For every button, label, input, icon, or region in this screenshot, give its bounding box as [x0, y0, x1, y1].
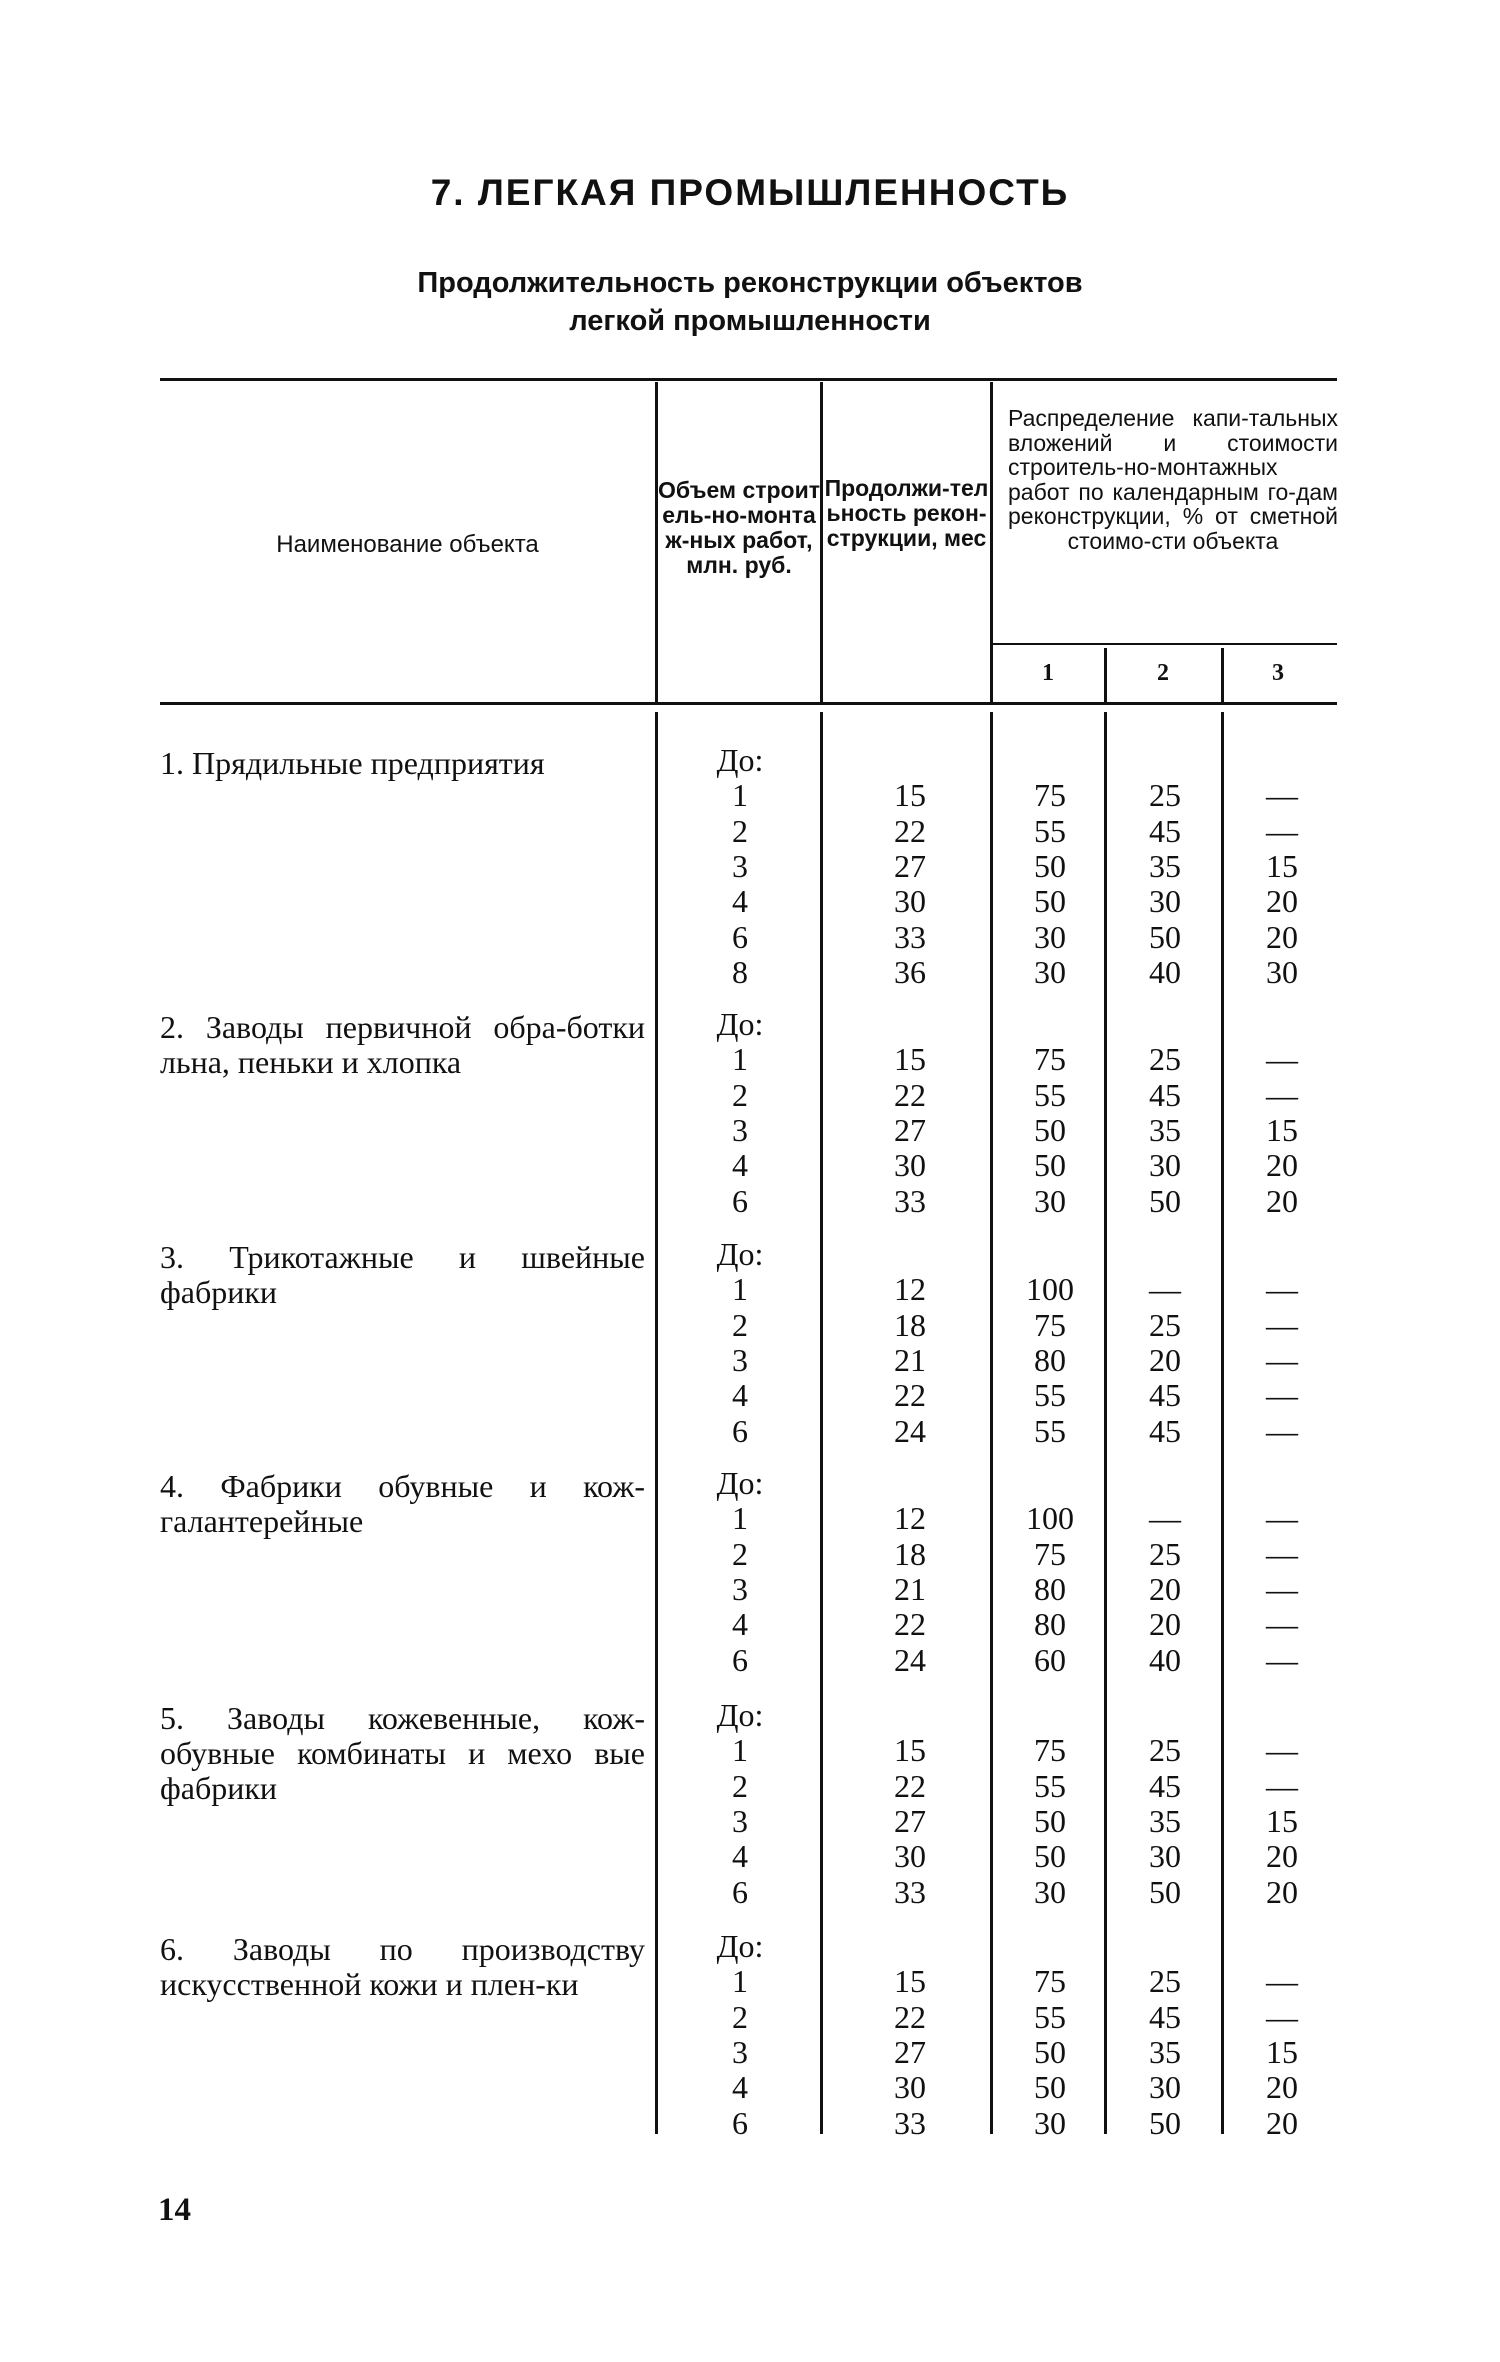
duration-cell: 15: [894, 777, 926, 814]
year-share-cell: 75: [1034, 777, 1066, 814]
duration-cell: 27: [894, 1802, 926, 1839]
volume-cell: 8: [732, 953, 748, 990]
year-share-cell: —: [1266, 1377, 1298, 1414]
volume-cell: 4: [732, 1147, 748, 1184]
page-number: 14: [158, 2192, 191, 2228]
volume-cell: 3: [732, 2033, 748, 2070]
year-share-cell: 100: [1026, 1271, 1074, 1308]
year-share-cell: 35: [1149, 847, 1181, 884]
volume-cell: 3: [732, 1802, 748, 1839]
year-share-cell: 45: [1149, 1076, 1181, 1113]
year-share-cell: 20: [1266, 2069, 1298, 2106]
year-share-cell: 30: [1266, 953, 1298, 990]
duration-cell: 27: [894, 1111, 926, 1148]
year-share-cell: 25: [1149, 1732, 1181, 1769]
year-share-cell: —: [1266, 1341, 1298, 1378]
duration-cell: 18: [894, 1535, 926, 1572]
duration-cell: 30: [894, 1147, 926, 1184]
year-share-cell: 80: [1034, 1570, 1066, 1607]
table-title: [0, 264, 1500, 340]
year-share-cell: 30: [1034, 918, 1066, 955]
volume-cell: 1: [732, 1963, 748, 2000]
volume-cell: 4: [732, 1377, 748, 1414]
year-share-cell: 55: [1034, 812, 1066, 849]
year-share-cell: 45: [1149, 1998, 1181, 2035]
year-share-cell: 30: [1034, 953, 1066, 990]
duration-cell: 22: [894, 1076, 926, 1113]
year-divider-1: [1104, 648, 1107, 702]
year-share-cell: —: [1266, 1535, 1298, 1572]
header-name: Наименование объекта: [276, 531, 539, 558]
volume-cell: До:: [716, 1236, 764, 1272]
year-share-cell: —: [1149, 1271, 1181, 1308]
year-share-cell: 50: [1034, 2033, 1066, 2070]
year-share-cell: —: [1266, 1606, 1298, 1643]
year-share-cell: 60: [1034, 1641, 1066, 1678]
duration-cell: 22: [894, 812, 926, 849]
volume-cell: 2: [732, 812, 748, 849]
year-col-2: 2: [1157, 660, 1169, 686]
duration-cell: 22: [894, 1606, 926, 1643]
body-divider-2: [820, 712, 823, 2134]
year-share-cell: 15: [1266, 2033, 1298, 2070]
duration-cell: 22: [894, 1377, 926, 1414]
year-divider-2: [1221, 648, 1224, 702]
volume-cell: 6: [732, 918, 748, 955]
year-share-cell: —: [1266, 1271, 1298, 1308]
year-share-cell: 20: [1266, 883, 1298, 920]
volume-cell: 4: [732, 1606, 748, 1643]
year-share-cell: 15: [1266, 1111, 1298, 1148]
volume-cell: 2: [732, 1076, 748, 1113]
volume-cell: 3: [732, 1111, 748, 1148]
volume-cell: 3: [732, 1570, 748, 1607]
year-share-cell: —: [1266, 1732, 1298, 1769]
year-share-cell: 35: [1149, 2033, 1181, 2070]
year-share-cell: 25: [1149, 1041, 1181, 1078]
volume-cell: 1: [732, 1500, 748, 1537]
year-share-cell: 40: [1149, 1641, 1181, 1678]
year-share-cell: 50: [1034, 1802, 1066, 1839]
year-col-3: 3: [1272, 660, 1284, 686]
year-share-cell: —: [1266, 1076, 1298, 1113]
duration-cell: 30: [894, 883, 926, 920]
year-share-cell: 30: [1149, 1838, 1181, 1875]
duration-cell: 12: [894, 1500, 926, 1537]
object-name: 2. Заводы первичной обра-ботки льна, пеньки и хлопка: [160, 1009, 645, 1080]
year-share-cell: 20: [1266, 2104, 1298, 2141]
year-share-cell: 50: [1149, 1873, 1181, 1910]
year-share-cell: 20: [1266, 1838, 1298, 1875]
duration-cell: 33: [894, 918, 926, 955]
year-share-cell: 45: [1149, 1412, 1181, 1449]
duration-cell: 15: [894, 1041, 926, 1078]
year-share-cell: 20: [1149, 1341, 1181, 1378]
year-share-cell: —: [1266, 1306, 1298, 1343]
year-share-cell: 20: [1266, 918, 1298, 955]
year-share-cell: —: [1266, 1963, 1298, 2000]
duration-cell: 33: [894, 1182, 926, 1219]
body-divider-4: [1104, 712, 1107, 2134]
year-share-cell: 45: [1149, 1767, 1181, 1804]
duration-cell: 22: [894, 1767, 926, 1804]
year-share-cell: 35: [1149, 1802, 1181, 1839]
year-share-cell: —: [1266, 1500, 1298, 1537]
year-share-cell: 50: [1034, 1111, 1066, 1148]
volume-cell: До:: [716, 1465, 764, 1501]
volume-cell: 6: [732, 1873, 748, 1910]
year-share-cell: 75: [1034, 1732, 1066, 1769]
volume-cell: До:: [716, 1697, 764, 1733]
year-share-cell: 50: [1034, 1147, 1066, 1184]
year-share-cell: —: [1266, 1041, 1298, 1078]
body-divider-5: [1221, 712, 1224, 2134]
year-header-rule: [992, 643, 1337, 645]
volume-cell: 4: [732, 1838, 748, 1875]
header-bottom-rule: [160, 702, 1337, 705]
volume-cell: 1: [732, 1732, 748, 1769]
year-share-cell: 20: [1149, 1606, 1181, 1643]
volume-cell: 1: [732, 777, 748, 814]
year-share-cell: 30: [1149, 883, 1181, 920]
year-share-cell: 30: [1034, 1873, 1066, 1910]
duration-cell: 21: [894, 1341, 926, 1378]
volume-cell: 3: [732, 847, 748, 884]
year-share-cell: —: [1266, 1412, 1298, 1449]
duration-cell: 36: [894, 953, 926, 990]
volume-cell: 2: [732, 1306, 748, 1343]
volume-cell: 4: [732, 883, 748, 920]
header-volume: Объем строитель-но-монтаж-ных работ, млн. руб.: [658, 477, 821, 578]
duration-cell: 33: [894, 2104, 926, 2141]
year-share-cell: 50: [1149, 2104, 1181, 2141]
year-share-cell: 50: [1034, 883, 1066, 920]
duration-cell: 27: [894, 2033, 926, 2070]
year-share-cell: 35: [1149, 1111, 1181, 1148]
duration-cell: 27: [894, 847, 926, 884]
volume-cell: 6: [732, 1412, 748, 1449]
year-share-cell: 55: [1034, 1412, 1066, 1449]
year-share-cell: 80: [1034, 1606, 1066, 1643]
year-share-cell: 50: [1149, 1182, 1181, 1219]
duration-cell: 24: [894, 1412, 926, 1449]
object-name: 4. Фабрики обувные и кож-галантерейные: [160, 1468, 645, 1539]
header-distribution: Распределение капи-тальных вложений и стоимости строитель-но-монтажных работ по календарным го-дам реконструкции, % от сметной стоимо-сти объекта: [1008, 405, 1338, 554]
year-share-cell: 45: [1149, 812, 1181, 849]
year-share-cell: 20: [1266, 1182, 1298, 1219]
year-share-cell: 50: [1034, 847, 1066, 884]
year-share-cell: —: [1266, 777, 1298, 814]
year-share-cell: —: [1266, 812, 1298, 849]
volume-cell: До:: [716, 742, 764, 778]
table-top-rule: [160, 378, 1337, 381]
volume-cell: 6: [732, 1182, 748, 1219]
section-title: 7. ЛЕГКАЯ ПРОМЫШЛЕННОСТЬ: [430, 172, 1070, 213]
object-name: 5. Заводы кожевенные, кож-обувные комбинаты и мехо вые фабрики: [160, 1700, 645, 1806]
year-share-cell: 100: [1026, 1500, 1074, 1537]
year-share-cell: 55: [1034, 1076, 1066, 1113]
volume-cell: До:: [716, 1928, 764, 1964]
year-share-cell: 30: [1034, 2104, 1066, 2141]
year-share-cell: 30: [1149, 1147, 1181, 1184]
year-share-cell: 75: [1034, 1306, 1066, 1343]
year-share-cell: 50: [1034, 1838, 1066, 1875]
duration-cell: 18: [894, 1306, 926, 1343]
year-share-cell: 15: [1266, 847, 1298, 884]
year-share-cell: 30: [1034, 1182, 1066, 1219]
year-share-cell: —: [1266, 1570, 1298, 1607]
year-share-cell: 75: [1034, 1535, 1066, 1572]
duration-cell: 15: [894, 1732, 926, 1769]
year-share-cell: 40: [1149, 953, 1181, 990]
year-share-cell: 20: [1266, 1873, 1298, 1910]
volume-cell: До:: [716, 1006, 764, 1042]
year-share-cell: 50: [1149, 918, 1181, 955]
year-share-cell: 15: [1266, 1802, 1298, 1839]
volume-cell: 2: [732, 1535, 748, 1572]
duration-cell: 33: [894, 1873, 926, 1910]
year-col-1: 1: [1042, 660, 1054, 686]
volume-cell: 1: [732, 1041, 748, 1078]
year-share-cell: 45: [1149, 1377, 1181, 1414]
object-name: 6. Заводы по производству искусственной кожи и плен-ки: [160, 1931, 645, 2002]
body-divider-1: [655, 712, 658, 2134]
column-divider-3: [990, 382, 993, 705]
year-share-cell: —: [1266, 1998, 1298, 2035]
year-share-cell: 20: [1149, 1570, 1181, 1607]
year-share-cell: 25: [1149, 1306, 1181, 1343]
body-divider-3: [990, 712, 993, 2134]
duration-cell: 30: [894, 1838, 926, 1875]
object-name: 1. Прядильные предприятия: [160, 745, 545, 781]
volume-cell: 2: [732, 1998, 748, 2035]
volume-cell: 6: [732, 1641, 748, 1678]
duration-cell: 24: [894, 1641, 926, 1678]
volume-cell: 3: [732, 1341, 748, 1378]
table-title-line1: Продолжительность реконструкции объектов: [417, 267, 1083, 299]
year-share-cell: 20: [1266, 1147, 1298, 1184]
duration-cell: 30: [894, 2069, 926, 2106]
volume-cell: 2: [732, 1767, 748, 1804]
duration-cell: 22: [894, 1998, 926, 2035]
header-duration: Продолжи-тельность рекон-струкции, мес: [824, 475, 989, 551]
year-share-cell: 25: [1149, 777, 1181, 814]
year-share-cell: 75: [1034, 1963, 1066, 2000]
year-share-cell: 25: [1149, 1535, 1181, 1572]
year-share-cell: 30: [1149, 2069, 1181, 2106]
year-share-cell: —: [1266, 1767, 1298, 1804]
year-share-cell: 80: [1034, 1341, 1066, 1378]
volume-cell: 6: [732, 2104, 748, 2141]
year-share-cell: 55: [1034, 1998, 1066, 2035]
object-name: 3. Трикотажные и швейные фабрики: [160, 1239, 645, 1310]
volume-cell: 4: [732, 2069, 748, 2106]
volume-cell: 1: [732, 1271, 748, 1308]
year-share-cell: 55: [1034, 1767, 1066, 1804]
table-title-line2: легкой промышленности: [569, 305, 931, 337]
duration-cell: 15: [894, 1963, 926, 2000]
year-share-cell: 55: [1034, 1377, 1066, 1414]
year-share-cell: —: [1266, 1641, 1298, 1678]
duration-cell: 21: [894, 1570, 926, 1607]
duration-cell: 12: [894, 1271, 926, 1308]
year-share-cell: —: [1149, 1500, 1181, 1537]
year-share-cell: 75: [1034, 1041, 1066, 1078]
year-share-cell: 25: [1149, 1963, 1181, 2000]
year-share-cell: 50: [1034, 2069, 1066, 2106]
